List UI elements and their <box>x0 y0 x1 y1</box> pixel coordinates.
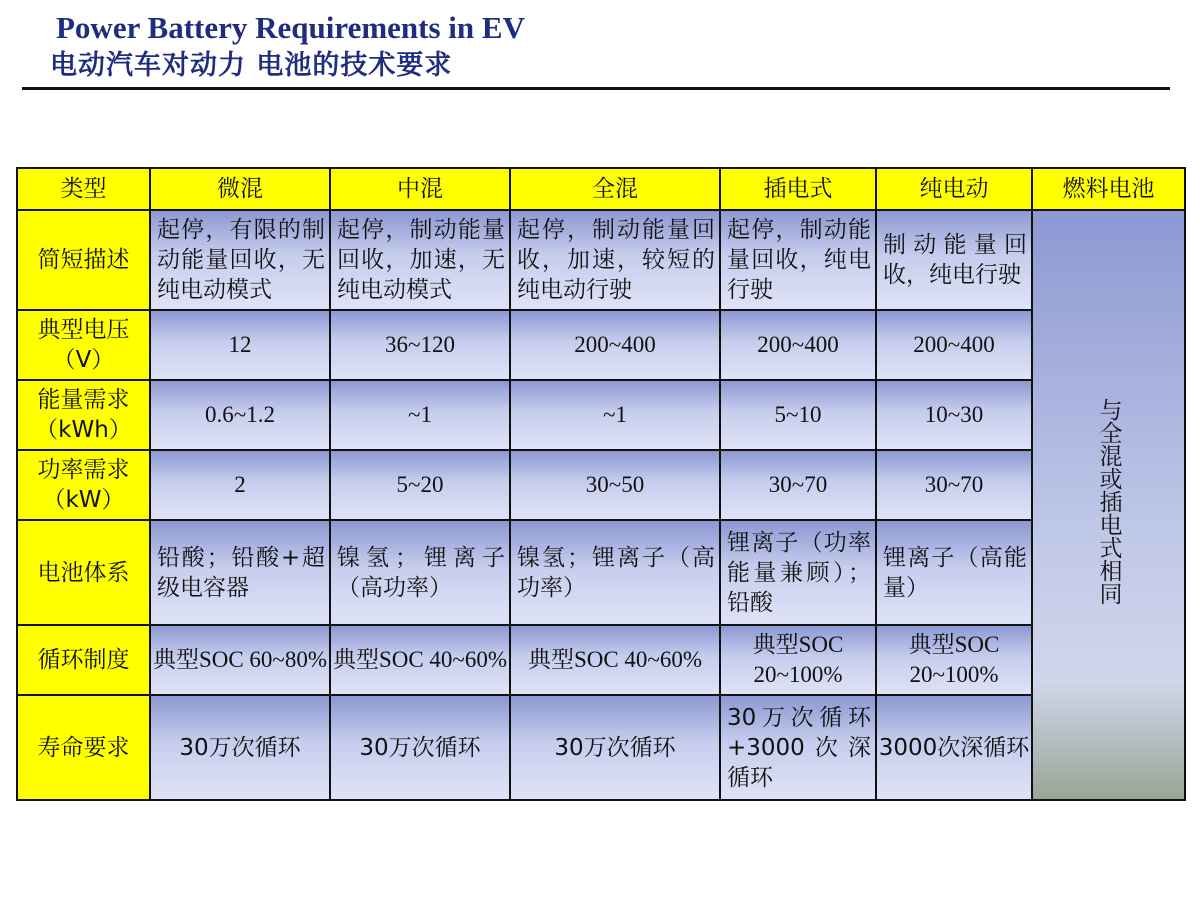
lifetime-full: 30万次循环 <box>510 695 720 800</box>
cycle-micro: 典型SOC 60~80% <box>150 625 330 695</box>
row-label-power: 功率需求（kW） <box>17 450 150 520</box>
cycle-plugin: 典型SOC 20~100% <box>720 625 876 695</box>
row-label-lifetime: 寿命要求 <box>17 695 150 800</box>
header-type: 类型 <box>17 168 150 210</box>
voltage-mild: 36~120 <box>330 310 510 380</box>
power-electric: 30~70 <box>876 450 1032 520</box>
lifetime-electric: 3000次深循环 <box>876 695 1032 800</box>
energy-electric: 10~30 <box>876 380 1032 450</box>
chemistry-micro: 铅酸；铅酸+超级电容器 <box>150 520 330 625</box>
cycle-electric: 典型SOC 20~100% <box>876 625 1032 695</box>
title-divider <box>22 87 1170 90</box>
table-row <box>17 380 1185 450</box>
description-full: 起停，制动能量回收，加速，较短的纯电动行驶 <box>510 210 720 310</box>
energy-full: ~1 <box>510 380 720 450</box>
header-plug-in: 插电式 <box>720 168 876 210</box>
cycle-mild: 典型SOC 40~60% <box>330 625 510 695</box>
row-label-energy: 能量需求（kWh） <box>17 380 150 450</box>
row-label-cycle-regime: 循环制度 <box>17 625 150 695</box>
power-micro: 2 <box>150 450 330 520</box>
table-row <box>17 310 1185 380</box>
description-plugin: 起停，制动能量回收，纯电行驶 <box>720 210 876 310</box>
lifetime-micro: 30万次循环 <box>150 695 330 800</box>
table-row <box>17 695 1185 800</box>
chemistry-mild: 镍氢；锂离子（高功率） <box>330 520 510 625</box>
chemistry-electric: 锂离子（高能量） <box>876 520 1032 625</box>
energy-micro: 0.6~1.2 <box>150 380 330 450</box>
table-row <box>17 210 1185 310</box>
table-row <box>17 450 1185 520</box>
description-electric: 制动能量回收，纯电行驶 <box>876 210 1032 310</box>
voltage-electric: 200~400 <box>876 310 1032 380</box>
row-label-chemistry: 电池体系 <box>17 520 150 625</box>
power-full: 30~50 <box>510 450 720 520</box>
power-plugin: 30~70 <box>720 450 876 520</box>
fuel-cell-merged-cell <box>1032 210 1185 800</box>
table-row <box>17 520 1185 625</box>
voltage-plugin: 200~400 <box>720 310 876 380</box>
header-pure-electric: 纯电动 <box>876 168 1032 210</box>
header-fuel-cell: 燃料电池 <box>1032 168 1185 210</box>
page-title-chinese: 电动汽车对动力 电池的技术要求 <box>50 50 453 81</box>
table-row <box>17 625 1185 695</box>
header-full-hybrid: 全混 <box>510 168 720 210</box>
energy-mild: ~1 <box>330 380 510 450</box>
battery-requirements-table <box>16 167 1186 801</box>
fuel-cell-note: 与全混或插电式相同 <box>1095 397 1122 605</box>
chemistry-plugin: 锂离子（功率能量兼顾）；铅酸 <box>720 520 876 625</box>
page-title-english: Power Battery Requirements in EV <box>56 10 525 45</box>
row-label-description: 简短描述 <box>17 210 150 310</box>
header-mild-hybrid: 中混 <box>330 168 510 210</box>
lifetime-mild: 30万次循环 <box>330 695 510 800</box>
voltage-full: 200~400 <box>510 310 720 380</box>
voltage-micro: 12 <box>150 310 330 380</box>
lifetime-plugin: 30万次循环+3000次深循环 <box>720 695 876 800</box>
description-micro: 起停，有限的制动能量回收，无纯电动模式 <box>150 210 330 310</box>
header-micro-hybrid: 微混 <box>150 168 330 210</box>
row-label-voltage: 典型电压（V） <box>17 310 150 380</box>
cycle-full: 典型SOC 40~60% <box>510 625 720 695</box>
chemistry-full: 镍氢；锂离子（高功率） <box>510 520 720 625</box>
description-mild: 起停，制动能量回收，加速，无纯电动模式 <box>330 210 510 310</box>
energy-plugin: 5~10 <box>720 380 876 450</box>
power-mild: 5~20 <box>330 450 510 520</box>
table-header-row <box>17 168 1185 210</box>
